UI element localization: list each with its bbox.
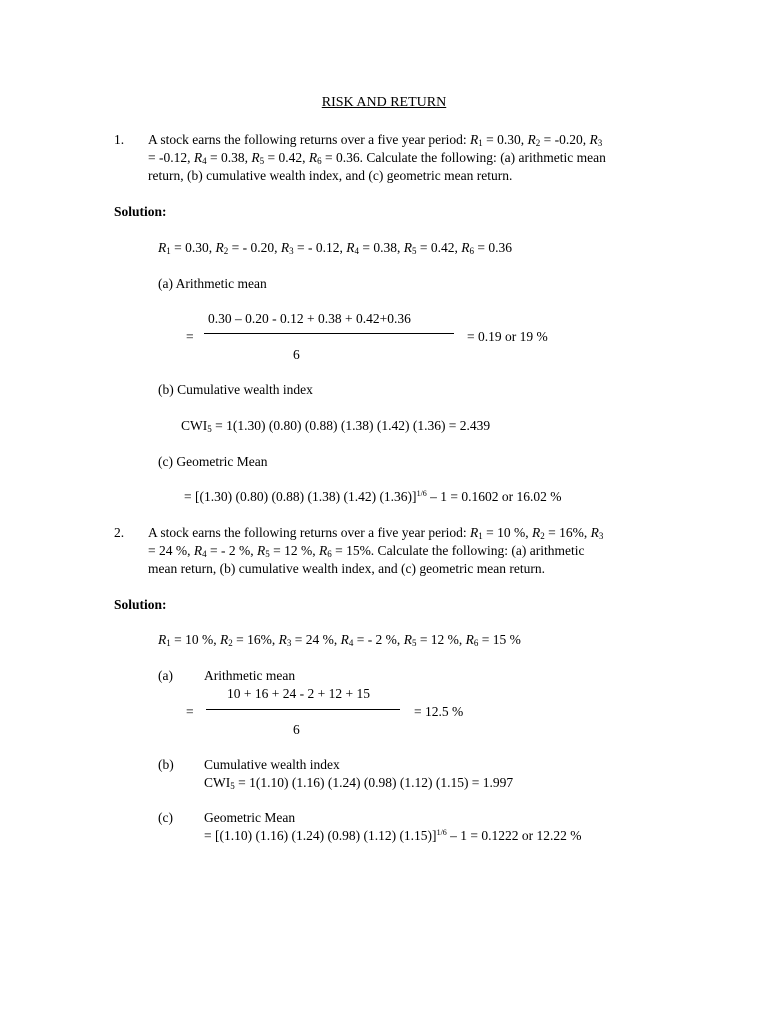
q2-a-denominator: 6	[293, 722, 300, 737]
q1-a-label: (a) Arithmetic mean	[158, 276, 267, 291]
q2-a-numerator: 10 + 16 + 24 - 2 + 12 + 15	[227, 686, 370, 701]
question-1-line-1: A stock earns the following returns over a five year period: $R_1 = 0.30$, $R_2 = -0.20$, $R_3$	[148, 132, 603, 148]
page-title: RISK AND RETURN	[321, 95, 447, 110]
q2-a-label: Arithmetic mean	[204, 668, 296, 683]
q1-c-formula: = [(1.30) (0.80) (0.88) (1.38) (1.42) (1.36)]$^{1/6}$ – 1 = 0.1602 or 16.02 %	[184, 489, 562, 504]
q1-b-label: (b) Cumulative wealth index	[158, 382, 313, 397]
question-2-line-1: A stock earns the following returns over a five year period: $R_1 = 10$ %, $R_2 = 16\%$, $R_3$	[148, 525, 604, 541]
solution-1-label: Solution:	[114, 204, 167, 219]
q2-c-label: Geometric Mean	[204, 810, 296, 825]
q2-a-letter: (a)	[158, 668, 173, 683]
solution-2-label: Solution:	[114, 597, 167, 612]
q1-a-equals: =	[186, 329, 194, 344]
q1-fraction-bar	[204, 333, 454, 334]
q2-returns-line: $R_1 = 10$ %, $R_2 = 16\%$, $R_3 = 24$ %, $R_4$ = - 2 %, $R_5 = 12$ %, $R_6 = 15$ %	[158, 632, 521, 648]
q1-a-numerator: 0.30 – 0.20 - 0.12 + 0.38 + 0.42+0.36	[208, 311, 411, 326]
question-2-line-2: = 24 %, $R_4$ = - 2 %, $R_5 = 12$ %, $R_6 = 15\%$. Calculate the following: (a) arithmetic	[148, 543, 585, 559]
question-1-line-3: return, (b) cumulative wealth index, and (c) geometric mean return.	[148, 168, 513, 183]
q1-a-result: = 0.19 or 19 %	[467, 329, 548, 344]
q2-fraction-bar	[206, 709, 400, 710]
question-1-number: 1.	[114, 132, 125, 147]
q1-a-denominator: 6	[293, 347, 300, 362]
q2-a-result: = 12.5 %	[414, 704, 464, 719]
q2-c-letter: (c)	[158, 810, 173, 825]
q2-c-formula: = [(1.10) (1.16) (1.24) (0.98) (1.12) (1.15)]$^{1/6}$ – 1 = 0.1222 or 12.22 %	[204, 828, 582, 843]
question-1-line-2: = -0.12, $R_4 = 0.38$, $R_5 = 0.42$, $R_6 = 0.36$. Calculate the following: (a) arithmetic mean	[148, 150, 606, 166]
q1-returns-line: $R_1 = 0.30$, $R_2$ = - 0.20, $R_3$ = - 0.12, $R_4 = 0.38$, $R_5 = 0.42$, $R_6 = 0.36$	[158, 240, 512, 256]
q2-b-label: Cumulative wealth index	[204, 757, 340, 772]
q1-b-formula: $CWI_5 = 1(1.30)$ (0.80) (0.88) (1.38) (1.42) (1.36) = 2.439	[181, 418, 491, 434]
q2-b-formula: $CWI_5 = 1(1.10)$ (1.16) (1.24) (0.98) (1.12) (1.15) = 1.997	[204, 775, 514, 791]
q2-b-letter: (b)	[158, 757, 174, 772]
q1-c-label: (c) Geometric Mean	[158, 454, 268, 469]
question-2-number: 2.	[114, 525, 125, 540]
q2-a-equals: =	[186, 704, 194, 719]
question-2-line-3: mean return, (b) cumulative wealth index, and (c) geometric mean return.	[148, 561, 545, 576]
